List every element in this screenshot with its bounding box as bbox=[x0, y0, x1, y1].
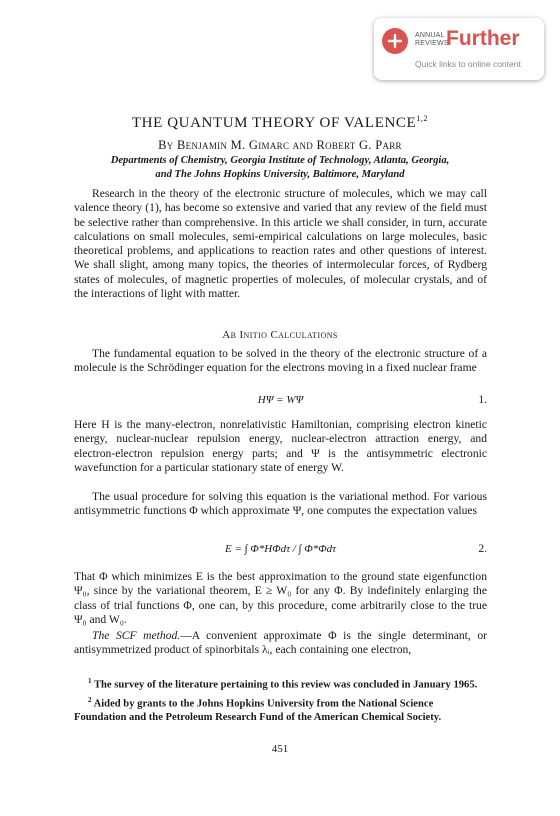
badge-annual-reviews: ANNUAL REVIEWS bbox=[415, 32, 449, 47]
paragraph-scf: The SCF method.—A convenient approximate Φ is the single determinant, or antisymmetrized product of spinorbitals λᵢ, each containing one electron, bbox=[74, 629, 487, 657]
paragraph-minimizes: That Φ which minimizes E is the best approximation to the ground state eigenfunction Ψ₀, since by the variational theorem, E ≥ W₀ for any Φ. By indefinitely enlarging the class of trial functions Φ, one can, by this procedure, come arbitrarily close to the true Ψ₀ and W₀. bbox=[74, 570, 487, 626]
affiliation: Departments of Chemistry, Georgia Institute of Technology, Atlanta, Georgia, and The Johns Hopkins University, Baltimore, Maryland bbox=[110, 155, 450, 180]
section-heading: Ab Initio Calculations bbox=[222, 329, 338, 341]
plus-arrow-icon bbox=[382, 28, 408, 54]
footnotes bbox=[74, 675, 487, 727]
footnote-1: $^1$ The survey of the literature pertaining to this review was concluded in January 1965. bbox=[88, 677, 478, 691]
paragraph-variational: The usual procedure for solving this equation is the variational method. For various antisymmetric functions Φ which approximate Ψ, one computes the expectation values bbox=[74, 490, 487, 518]
footnote-2: $^2$ Aided by grants to the Johns Hopkins University from the National Science Foundation and the Petroleum Research Fund of the American Chemical Society. bbox=[74, 696, 442, 724]
article-title: THE QUANTUM THEORY OF VALENCE$^{1,2}$ bbox=[131, 114, 429, 131]
further-badge[interactable] bbox=[374, 18, 544, 80]
title-footnote-marks[interactable]: 1,2 bbox=[416, 114, 429, 123]
equation-1-number: 1. bbox=[478, 394, 487, 406]
paragraph-schrodinger: The fundamental equation to be solved in the theory of the electronic structure of a molecule is the Schrödinger equation for the electrons moving in a fixed nuclear frame bbox=[74, 347, 487, 375]
author-line: By Benjamin M. Gimarc and Robert G. Parr bbox=[158, 138, 402, 152]
equation-1-body: HΨ = WΨ bbox=[257, 394, 304, 406]
paragraph-hamiltonian: Here H is the many-electron, nonrelativistic Hamiltonian, comprising electron kinetic energy, nuclear-nuclear repulsion energy, nuclear-electron attraction energy, and electron-electron repulsion energy parts; and Ψ is the antisymmetric electronic wavefunction for a particular stationary state of energy W. bbox=[74, 418, 487, 474]
page-number: 451 bbox=[271, 743, 289, 755]
intro-paragraph: Research in the theory of the electronic structure of molecules, which we may call valence theory (1), has become so extensive and varied that any review of the field must be selective rather than comprehensive. In this article we shall consider, in turn, accurate calculations on small molecules, semi-empirical calculations on large molecules, basic theoretical problems, and applications to reaction rates and other questions of interest. We shall slight, among many topics, the theories of intermolecular forces, of Rydberg states of molecules, of magnetic properties of molecules, of molecular crystals, and of the interactions of light with matter. bbox=[74, 187, 487, 301]
equation-1 bbox=[74, 392, 487, 412]
badge-brand: Further bbox=[446, 27, 520, 50]
equation-2-body: E = ∫ Φ*HΦdτ / ∫ Φ*Φdτ bbox=[224, 543, 337, 555]
equation-2-number: 2. bbox=[478, 543, 487, 555]
equation-2 bbox=[74, 541, 487, 561]
badge-subtitle[interactable]: Quick links to online content bbox=[415, 59, 521, 69]
scf-method-lead: The SCF method. bbox=[92, 629, 181, 642]
